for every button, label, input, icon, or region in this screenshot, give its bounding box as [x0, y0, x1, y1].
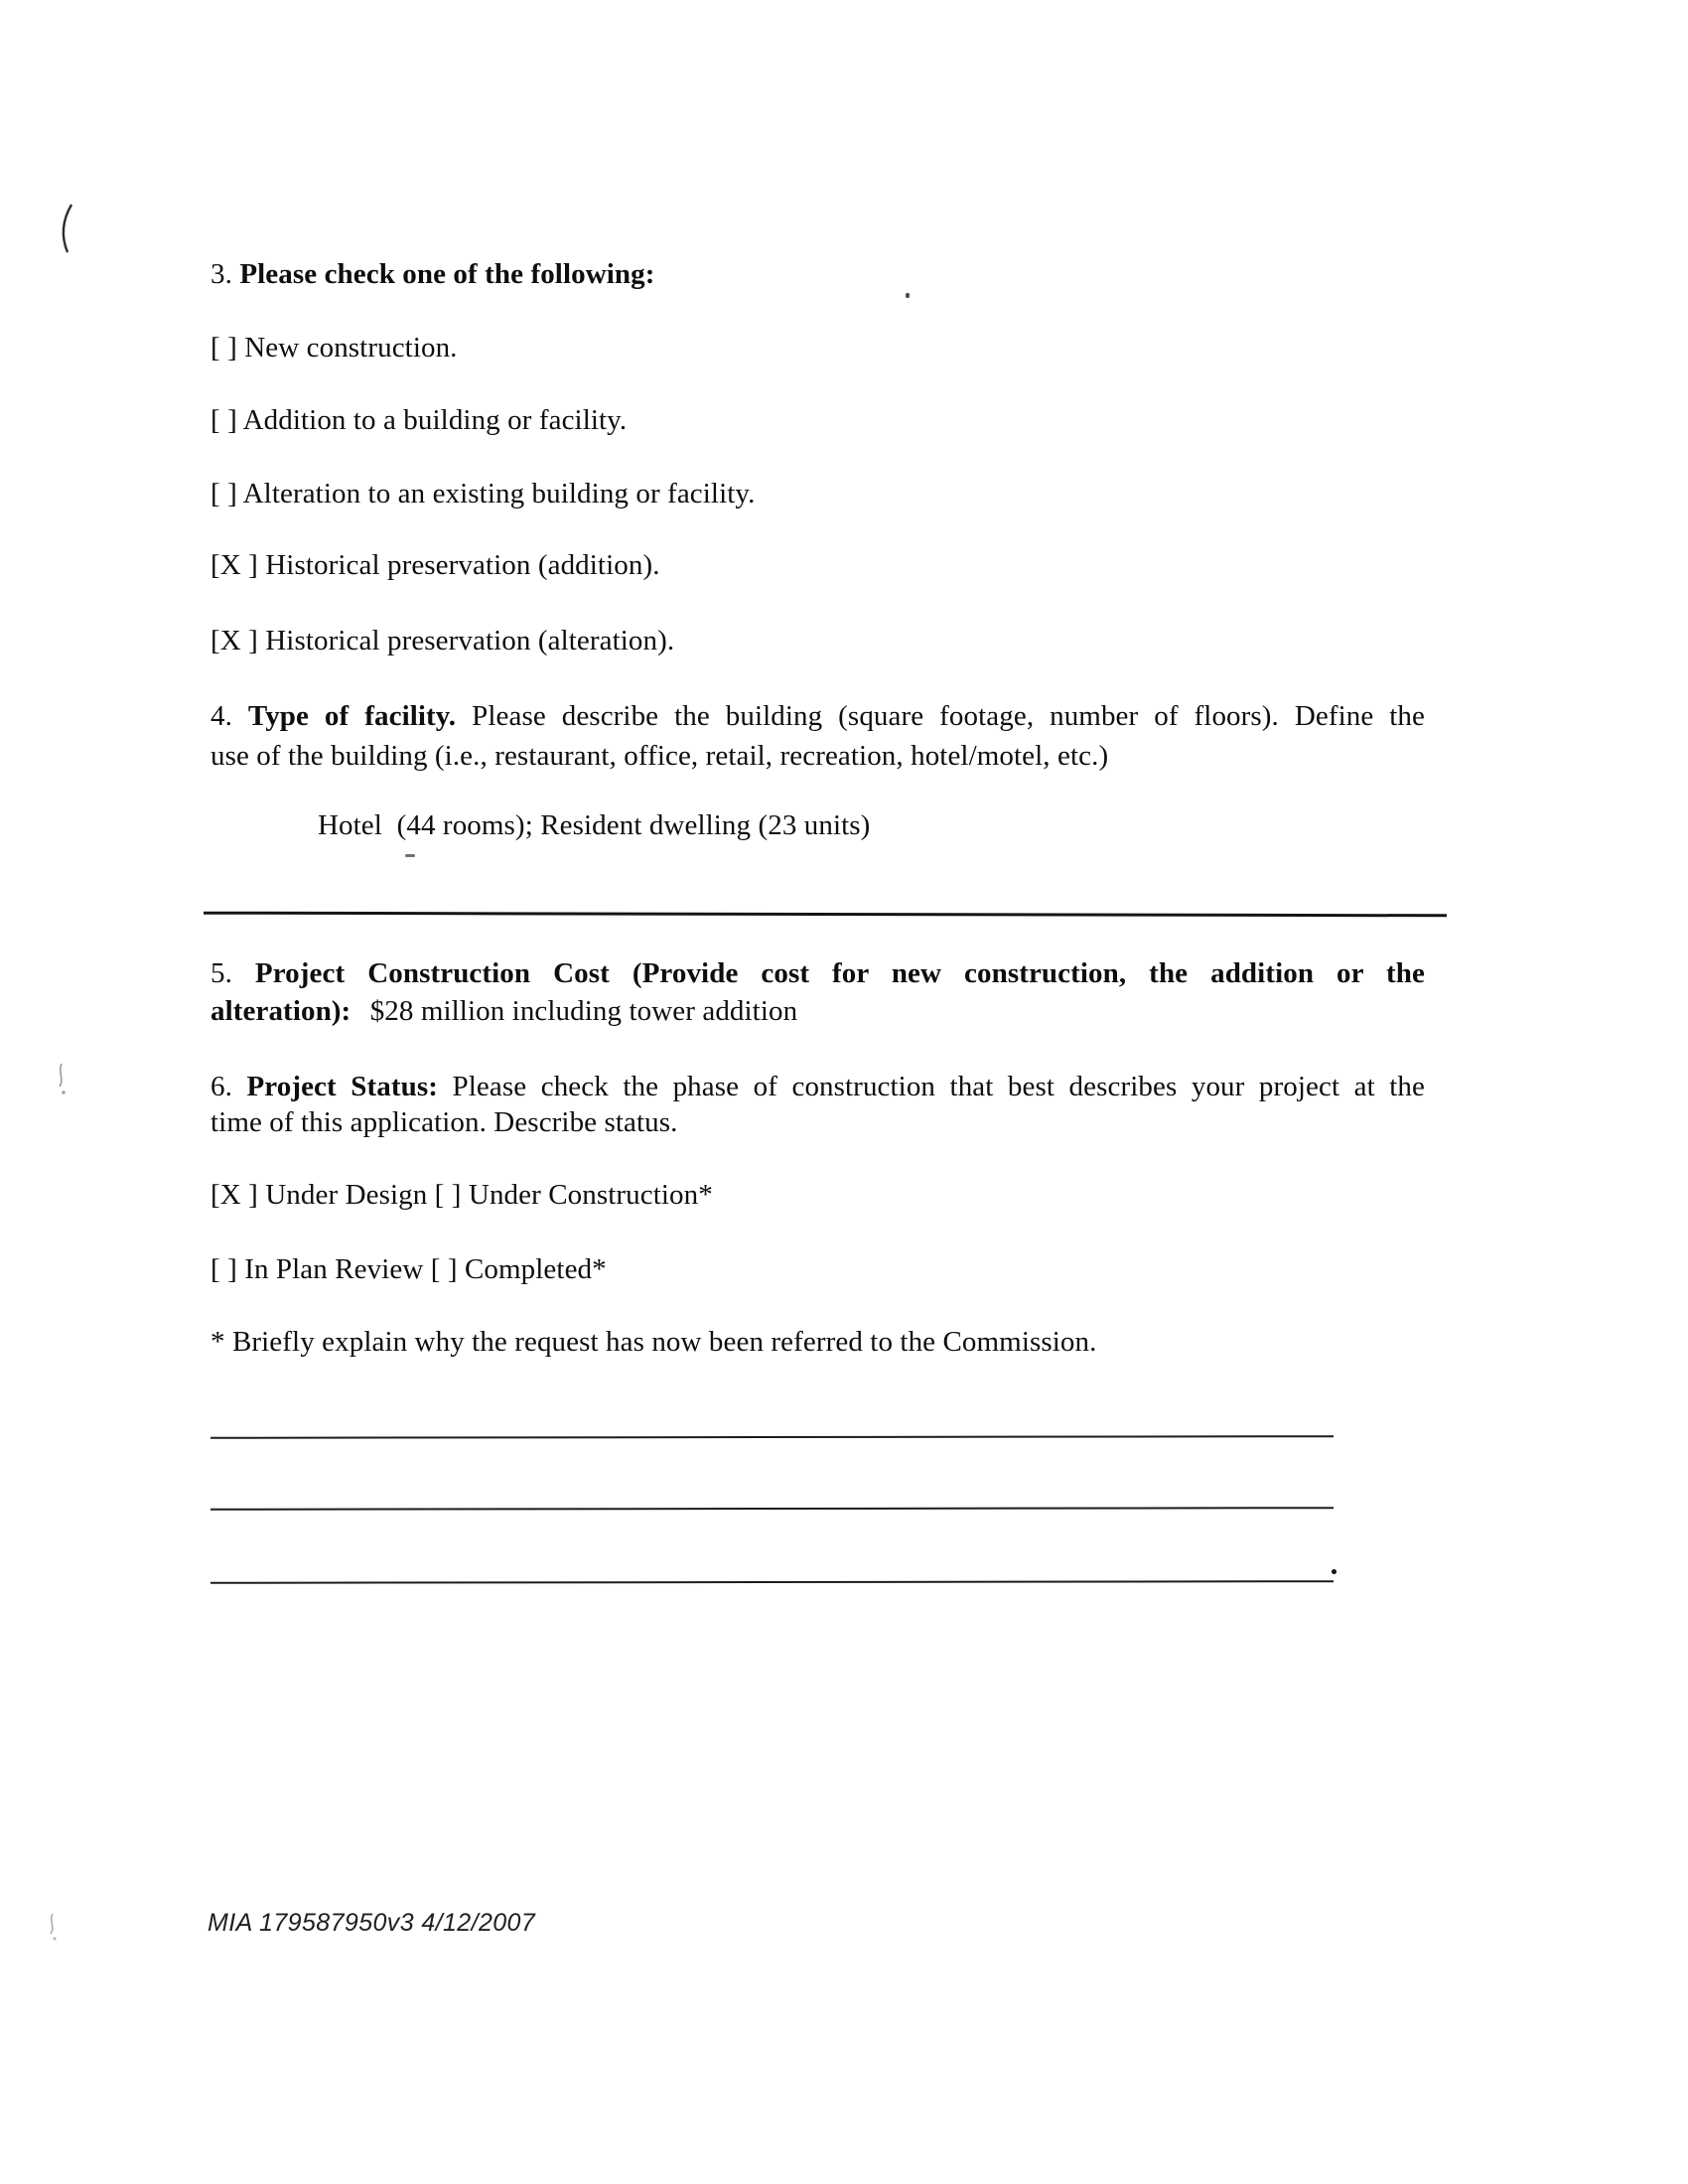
question-6-prompt-line1	[211, 1069, 1425, 1104]
question-6-prompt-line2: time of this application. Describe status.	[211, 1106, 678, 1138]
checkbox-option: [ ] Alteration to an existing building or facility.	[211, 478, 756, 510]
answer-blank-line-3	[211, 1580, 1334, 1584]
question-5-heading-line1	[211, 955, 1425, 991]
footnote-text: * Briefly explain why the request has now been referred to the Commission.	[211, 1326, 1097, 1358]
margin-paren-mark	[54, 203, 75, 254]
checkbox-option: [ ] In Plan Review [ ] Completed*	[211, 1253, 607, 1285]
scan-dash	[405, 854, 415, 857]
scan-speck	[906, 293, 910, 298]
question-title: Please check one of the following:	[239, 258, 655, 290]
checkbox-option: [X ] Historical preservation (alteration).	[211, 625, 675, 656]
checkbox-option: [ ] New construction.	[211, 332, 458, 364]
question-4-prompt-line2: use of the building (i.e., restaurant, office, retail, recreation, hotel/motel, etc.)	[211, 740, 1109, 772]
question-5-line2	[211, 993, 797, 1029]
question-title: Type of facility.	[247, 700, 457, 732]
question-title-continued: alteration):	[211, 995, 352, 1027]
question-number: 5.	[211, 957, 232, 989]
answer-blank-line-1	[211, 1435, 1334, 1439]
question-number: 3.	[211, 258, 232, 290]
line-end-period	[1332, 1569, 1336, 1574]
document-id-footer: MIA 179587950v3 4/12/2007	[208, 1909, 536, 1937]
section-divider-line	[204, 912, 1447, 918]
question-title: Project Construction Cost (Provide cost for new construction, the addition or the	[254, 957, 1425, 989]
question-title: Project Status:	[246, 1071, 439, 1102]
facility-answer-text: Hotel (44 rooms); Resident dwelling (23 units)	[318, 809, 871, 841]
margin-scribble-mid	[55, 1063, 69, 1096]
checkbox-option: [X ] Historical preservation (addition).	[211, 549, 660, 581]
margin-scribble-bottom	[47, 1913, 61, 1943]
checkbox-option: [X ] Under Design [ ] Under Construction*	[211, 1179, 713, 1211]
construction-cost-answer: $28 million including tower addition	[369, 995, 798, 1027]
question-3-heading	[211, 256, 655, 292]
question-number: 4.	[211, 700, 232, 732]
question-4-prompt-line1	[211, 698, 1425, 734]
question-prompt: Please check the phase of construction that best describes your project at the	[452, 1071, 1425, 1102]
question-number: 6.	[211, 1071, 232, 1102]
checkbox-option: [ ] Addition to a building or facility.	[211, 404, 628, 436]
question-prompt: Please describe the building (square footage, number of floors). Define the	[472, 700, 1426, 732]
answer-blank-line-2	[211, 1507, 1334, 1511]
